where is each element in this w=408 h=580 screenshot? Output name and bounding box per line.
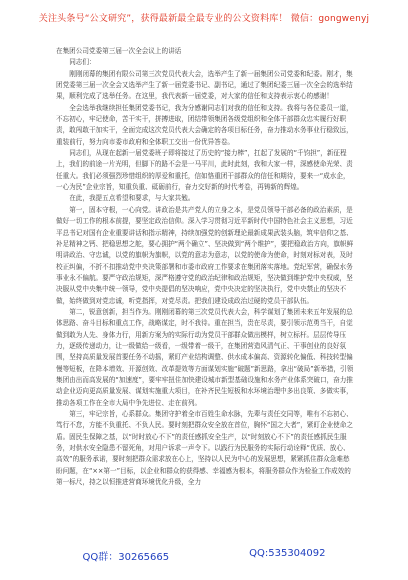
paragraph-4: 在此，我提五点希望和要求，与大家共勉。 [69, 194, 195, 203]
footer-qq-contact: QQ:535304092 [249, 548, 326, 559]
paragraph-2: 全会选举我继续担任集团党委书记，我为分感谢同志们对我的信任和支持。我将与各位委员一道，不忘初心，牢记使命，苦干实干，拼搏进取，团结带领集团各级党组织和全体干部群众忠实履行好职责，敢闯敢干加实干，全面完成这次党员代表大会确定的各项目标任务，奋力推动水务事业行稳致远，重装前行，努力向市委市政府和全体职工交出一份优异答卷。 [56, 103, 353, 146]
footer [0, 548, 408, 563]
paragraph-1: 刚刚闭幕的集团有限公司第三次党员代表大会，选举产生了新一届集团公司党委和纪委。刚才，集团党委第三届一次全会又选举产生了新一届党委书记、副书记，通过了集团纪委三届一次全会的选举结果，顺利完成了选举任务。在这里，我代表新一届党委，对大家的信任和支持表示衷心的感谢！ [56, 69, 353, 101]
salutation: 同志们： [69, 58, 96, 67]
document-title: 在集团公司党委第三届一次全会议上的讲话 [56, 47, 182, 55]
paragraph-3: 同志们，从现在起新一届党委班子即将接过了历史的“接力棒”，扛起了发展的“千钧担”，新征程上，我们的前途一片光明，但脚下的路不会是一马平川，此时此刻，我和大家一样，深感使命光荣、责任重大。我们必须强烈珍惜组织的厚爱和重托，信如恪重团干部群众的信任和期待，要来一“成水企，一心为民”企业宗旨，知重负重、砥砺前行，奋力交好新的时代考卷，再铸新的辉煌。 [56, 149, 353, 192]
footer-qq-group: QQ群：30265665 [82, 552, 170, 563]
paragraph-5: 第一，固本守根，一心向党。讲政治是共产党人的立身之本，是党员领导干部必备的政治素质，是做好一切工作的根本前提，要坚定政治信仰。深入学习贯彻习近平新时代中国特色社会主义思想，习近平总书记对国有企业重要讲话和指示精神，持续加强党的创新理论最新成果武装头脑，筑牢信仰之基、补足精神之钙、把稳思想之舵，要心拥护“两个确立”、坚决做到“两个维护”，要把稳政治方向，旗帜鲜明讲政治、守忠诚，以党的旗帜为旗帜，以党的意志为意志，以党的使命为使命，时刻对标对表，及时校正纠偏，不折不扣推动党中央决策部署和市委市政府工作要求在集团落实落地。党纪军营，确保水务事业永不偏航。要严守政治规矩，深严格遵守党的政治纪律和政治规矩，坚决做到维护党中央权威，坚决服从党中央集中统一领导，党中央提倡的坚决响应，党中央决定的坚决执行，党中央禁止的坚决不做，始终做到对党忠诚，听党指挥，对党尽责。把我们建设成政治过硬的党员干部队伍。 [56, 205, 354, 305]
top-banner [0, 8, 408, 26]
banner-text: 关注头条号“公文研究”，获得最新最全最专业的公文资料库！ 微信：gongwenyj [38, 13, 370, 24]
paragraph-7: 第三，牢记宗旨，心系群众。集团守护着全市百姓生命水脉，先辈与责任交同等，唯有不忘初心、笃行不怠，方能不负重托、不负人民。要时刻把群众安全放在首位，胸怀“国之大者”，紧盯企业使命之盾。固民生保障之基，以“时时放心不下”的责任感抓安全生产，以“时刻放心不下”的责任感抓民生服务，对供水安全隐患不留死角，对用户诉求一声令下。以践行为民服务的实际行动诠释“优质、放心、高效”的服务承诺，要时刻把群众需求放在心上，坚持以人民为中心的发展思想，紧紧抓住群众急难愁盼问题，在“××第一”目标，以企业和群众的获得感、幸福感为根本，将服务群众作为检验工作成效的第一标尺，持之以恒推进营商环境优化升级，全力 [56, 410, 353, 487]
document-body [56, 46, 356, 488]
paragraph-6: 第二，锐意创新，担当作为。刚刚闭幕的第三次党员代表大会，科学谋划了集团未来五年发展的总体思路、奋斗目标和重点工作，战略谋定，时不我待。重在担当，贵在尽责，要引领示范勇当干，自觉做到敢为人先、身体力行，用新方案为的实际行动为党员干部群众做出模样，树立标杆。层层传导压力，逐级传递动力，让一级做给一级看，一级带着一级干，在集团营造风清气正、干事创业的良好氛围，坚持高质量发展首要任务不动摇，紧盯产业结构调整、供水成本偏高、资源转化偏低、科技转型偏慢等短板，在降本增效、开源创效、改革提效等方面谋划实施“破题”新思路，拿出“破局”新举措，引领集团由出而高发展的“加速度”，要牢牢扭住加快建设城市新型基础设施和水务产业体系突破口，奋力推动企业迈向更高质量发展、谋划实施重大项目，在补齐民生短板和水环境治理中多出良策、多做实事，推动各项工作在全市大局中争先进位、走在前列。 [56, 307, 354, 407]
